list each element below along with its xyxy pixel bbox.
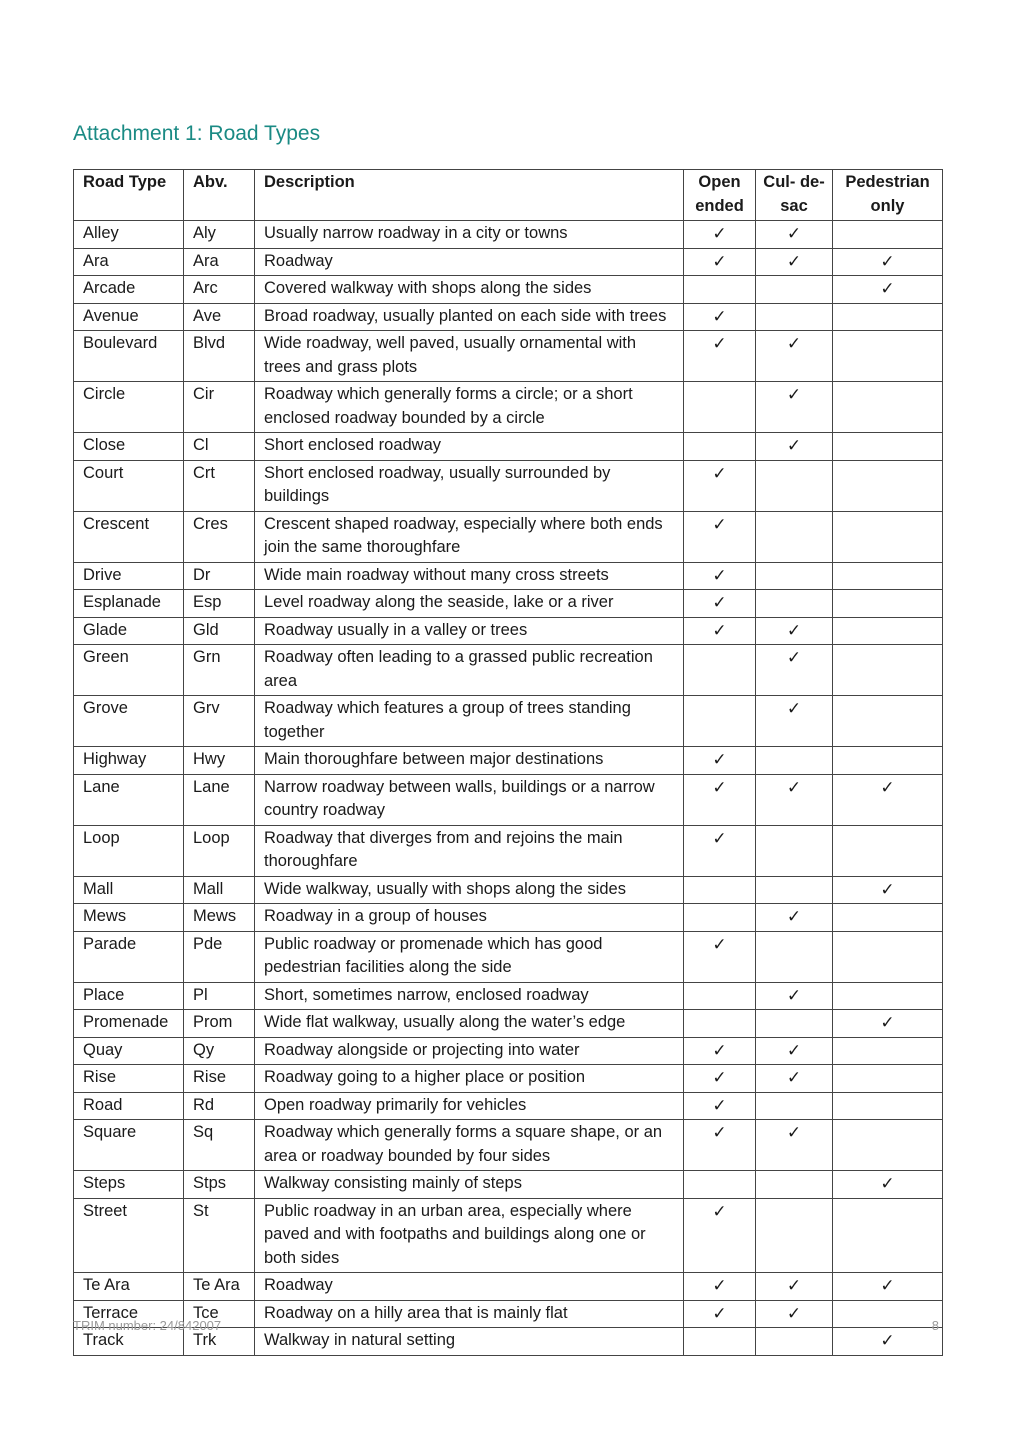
open-ended-check: ✓ bbox=[684, 825, 756, 876]
table-row bbox=[74, 248, 943, 276]
description-cell: Crescent shaped roadway, especially where both ends join the same thoroughfare bbox=[255, 511, 684, 562]
pedestrian-only-check bbox=[833, 511, 943, 562]
description-cell: Wide main roadway without many cross streets bbox=[255, 562, 684, 590]
abbreviation-cell: Trk bbox=[184, 1328, 255, 1356]
cul-de-sac-check: ✓ bbox=[756, 331, 833, 382]
open-ended-check: ✓ bbox=[684, 747, 756, 775]
open-ended-check: ✓ bbox=[684, 460, 756, 511]
pedestrian-only-check: ✓ bbox=[833, 1010, 943, 1038]
cul-de-sac-check bbox=[756, 876, 833, 904]
open-ended-check bbox=[684, 276, 756, 304]
open-ended-check bbox=[684, 382, 756, 433]
description-cell: Roadway usually in a valley or trees bbox=[255, 617, 684, 645]
abbreviation-cell: Blvd bbox=[184, 331, 255, 382]
abbreviation-cell: Ave bbox=[184, 303, 255, 331]
cul-de-sac-check bbox=[756, 825, 833, 876]
table-row bbox=[74, 562, 943, 590]
pedestrian-only-check bbox=[833, 825, 943, 876]
road-type-cell: Te Ara bbox=[74, 1273, 184, 1301]
abbreviation-cell: Dr bbox=[184, 562, 255, 590]
description-cell: Covered walkway with shops along the sides bbox=[255, 276, 684, 304]
cul-de-sac-check: ✓ bbox=[756, 904, 833, 932]
description-cell: Roadway going to a higher place or position bbox=[255, 1065, 684, 1093]
open-ended-check bbox=[684, 876, 756, 904]
description-cell: Roadway bbox=[255, 248, 684, 276]
table-row bbox=[74, 1120, 943, 1171]
open-ended-check: ✓ bbox=[684, 1198, 756, 1273]
pedestrian-only-check: ✓ bbox=[833, 1328, 943, 1356]
pedestrian-only-check bbox=[833, 904, 943, 932]
table-row bbox=[74, 876, 943, 904]
pedestrian-only-check bbox=[833, 1120, 943, 1171]
table-row bbox=[74, 221, 943, 249]
open-ended-check: ✓ bbox=[684, 511, 756, 562]
header-pedestrian-only: Pedestrian only bbox=[833, 170, 943, 221]
table-row bbox=[74, 825, 943, 876]
table-row bbox=[74, 617, 943, 645]
pedestrian-only-check bbox=[833, 1198, 943, 1273]
table-row bbox=[74, 1010, 943, 1038]
abbreviation-cell: Te Ara bbox=[184, 1273, 255, 1301]
header-road-type: Road Type bbox=[74, 170, 184, 221]
page-title: Attachment 1: Road Types bbox=[73, 122, 321, 145]
cul-de-sac-check: ✓ bbox=[756, 645, 833, 696]
abbreviation-cell: Pde bbox=[184, 931, 255, 982]
cul-de-sac-check bbox=[756, 460, 833, 511]
road-type-cell: Avenue bbox=[74, 303, 184, 331]
cul-de-sac-check: ✓ bbox=[756, 1273, 833, 1301]
pedestrian-only-check: ✓ bbox=[833, 248, 943, 276]
abbreviation-cell: Cl bbox=[184, 433, 255, 461]
abbreviation-cell: Lane bbox=[184, 774, 255, 825]
table-row bbox=[74, 460, 943, 511]
table-row bbox=[74, 590, 943, 618]
description-cell: Short enclosed roadway bbox=[255, 433, 684, 461]
table-header-row bbox=[74, 170, 943, 221]
road-type-cell: Rise bbox=[74, 1065, 184, 1093]
description-cell: Short, sometimes narrow, enclosed roadway bbox=[255, 982, 684, 1010]
table-row bbox=[74, 1171, 943, 1199]
description-cell: Roadway that diverges from and rejoins the main thoroughfare bbox=[255, 825, 684, 876]
description-cell: Wide walkway, usually with shops along the sides bbox=[255, 876, 684, 904]
road-type-cell: Place bbox=[74, 982, 184, 1010]
pedestrian-only-check: ✓ bbox=[833, 276, 943, 304]
road-type-cell: Green bbox=[74, 645, 184, 696]
description-cell: Roadway which generally forms a circle; or a short enclosed roadway bounded by a circle bbox=[255, 382, 684, 433]
road-type-cell: Mall bbox=[74, 876, 184, 904]
open-ended-check: ✓ bbox=[684, 774, 756, 825]
cul-de-sac-check: ✓ bbox=[756, 774, 833, 825]
cul-de-sac-check bbox=[756, 1171, 833, 1199]
road-type-cell: Lane bbox=[74, 774, 184, 825]
cul-de-sac-check: ✓ bbox=[756, 221, 833, 249]
cul-de-sac-check: ✓ bbox=[756, 248, 833, 276]
abbreviation-cell: Qy bbox=[184, 1037, 255, 1065]
open-ended-check: ✓ bbox=[684, 221, 756, 249]
open-ended-check bbox=[684, 696, 756, 747]
abbreviation-cell: Arc bbox=[184, 276, 255, 304]
pedestrian-only-check bbox=[833, 617, 943, 645]
description-cell: Walkway consisting mainly of steps bbox=[255, 1171, 684, 1199]
road-type-cell: Alley bbox=[74, 221, 184, 249]
abbreviation-cell: Prom bbox=[184, 1010, 255, 1038]
description-cell: Open roadway primarily for vehicles bbox=[255, 1092, 684, 1120]
open-ended-check: ✓ bbox=[684, 617, 756, 645]
abbreviation-cell: Sq bbox=[184, 1120, 255, 1171]
road-type-cell: Square bbox=[74, 1120, 184, 1171]
open-ended-check: ✓ bbox=[684, 931, 756, 982]
table-row bbox=[74, 276, 943, 304]
description-cell: Narrow roadway between walls, buildings or a narrow country roadway bbox=[255, 774, 684, 825]
table-row bbox=[74, 303, 943, 331]
road-type-cell: Crescent bbox=[74, 511, 184, 562]
road-types-table bbox=[73, 169, 943, 1356]
abbreviation-cell: Cir bbox=[184, 382, 255, 433]
road-type-cell: Terrace bbox=[74, 1300, 184, 1328]
description-cell: Main thoroughfare between major destinations bbox=[255, 747, 684, 775]
open-ended-check: ✓ bbox=[684, 562, 756, 590]
abbreviation-cell: Hwy bbox=[184, 747, 255, 775]
cul-de-sac-check: ✓ bbox=[756, 1300, 833, 1328]
description-cell: Roadway which features a group of trees standing together bbox=[255, 696, 684, 747]
description-cell: Roadway in a group of houses bbox=[255, 904, 684, 932]
table-row bbox=[74, 645, 943, 696]
table-row bbox=[74, 511, 943, 562]
cul-de-sac-check: ✓ bbox=[756, 982, 833, 1010]
abbreviation-cell: St bbox=[184, 1198, 255, 1273]
cul-de-sac-check bbox=[756, 590, 833, 618]
cul-de-sac-check bbox=[756, 276, 833, 304]
pedestrian-only-check bbox=[833, 982, 943, 1010]
road-type-cell: Esplanade bbox=[74, 590, 184, 618]
road-type-cell: Mews bbox=[74, 904, 184, 932]
cul-de-sac-check: ✓ bbox=[756, 617, 833, 645]
road-type-cell: Arcade bbox=[74, 276, 184, 304]
table-row bbox=[74, 382, 943, 433]
table-row bbox=[74, 1092, 943, 1120]
header-open-ended: Open ended bbox=[684, 170, 756, 221]
cul-de-sac-check: ✓ bbox=[756, 1120, 833, 1171]
table-row bbox=[74, 331, 943, 382]
description-cell: Level roadway along the seaside, lake or a river bbox=[255, 590, 684, 618]
road-type-cell: Parade bbox=[74, 931, 184, 982]
open-ended-check: ✓ bbox=[684, 1037, 756, 1065]
open-ended-check: ✓ bbox=[684, 1065, 756, 1093]
table-row bbox=[74, 747, 943, 775]
pedestrian-only-check bbox=[833, 433, 943, 461]
cul-de-sac-check bbox=[756, 1328, 833, 1356]
open-ended-check bbox=[684, 982, 756, 1010]
pedestrian-only-check: ✓ bbox=[833, 876, 943, 904]
road-type-cell: Street bbox=[74, 1198, 184, 1273]
road-type-cell: Highway bbox=[74, 747, 184, 775]
table-body bbox=[74, 221, 943, 1356]
road-type-cell: Court bbox=[74, 460, 184, 511]
pedestrian-only-check bbox=[833, 1065, 943, 1093]
abbreviation-cell: Mall bbox=[184, 876, 255, 904]
pedestrian-only-check: ✓ bbox=[833, 1273, 943, 1301]
open-ended-check: ✓ bbox=[684, 1120, 756, 1171]
abbreviation-cell: Loop bbox=[184, 825, 255, 876]
header-abv: Abv. bbox=[184, 170, 255, 221]
header-description: Description bbox=[255, 170, 684, 221]
open-ended-check: ✓ bbox=[684, 303, 756, 331]
abbreviation-cell: Stps bbox=[184, 1171, 255, 1199]
pedestrian-only-check bbox=[833, 382, 943, 433]
open-ended-check: ✓ bbox=[684, 331, 756, 382]
pedestrian-only-check bbox=[833, 221, 943, 249]
table-row bbox=[74, 774, 943, 825]
pedestrian-only-check bbox=[833, 1092, 943, 1120]
pedestrian-only-check bbox=[833, 1037, 943, 1065]
description-cell: Roadway which generally forms a square shape, or an area or roadway bounded by four sides bbox=[255, 1120, 684, 1171]
cul-de-sac-check bbox=[756, 931, 833, 982]
cul-de-sac-check bbox=[756, 562, 833, 590]
abbreviation-cell: Grn bbox=[184, 645, 255, 696]
road-type-cell: Quay bbox=[74, 1037, 184, 1065]
pedestrian-only-check: ✓ bbox=[833, 1171, 943, 1199]
open-ended-check bbox=[684, 645, 756, 696]
pedestrian-only-check bbox=[833, 331, 943, 382]
header-cul-de-sac: Cul- de-sac bbox=[756, 170, 833, 221]
road-type-cell: Drive bbox=[74, 562, 184, 590]
pedestrian-only-check bbox=[833, 590, 943, 618]
open-ended-check: ✓ bbox=[684, 1300, 756, 1328]
cul-de-sac-check: ✓ bbox=[756, 1065, 833, 1093]
pedestrian-only-check bbox=[833, 460, 943, 511]
open-ended-check: ✓ bbox=[684, 1273, 756, 1301]
description-cell: Public roadway or promenade which has good pedestrian facilities along the side bbox=[255, 931, 684, 982]
abbreviation-cell: Rise bbox=[184, 1065, 255, 1093]
road-type-cell: Glade bbox=[74, 617, 184, 645]
cul-de-sac-check bbox=[756, 747, 833, 775]
description-cell: Wide flat walkway, usually along the water’s edge bbox=[255, 1010, 684, 1038]
table-row bbox=[74, 433, 943, 461]
abbreviation-cell: Esp bbox=[184, 590, 255, 618]
abbreviation-cell: Cres bbox=[184, 511, 255, 562]
table-row bbox=[74, 696, 943, 747]
trim-number: TRIM number: 24/842007 bbox=[73, 1318, 222, 1333]
table-row bbox=[74, 931, 943, 982]
road-type-cell: Steps bbox=[74, 1171, 184, 1199]
cul-de-sac-check bbox=[756, 1198, 833, 1273]
pedestrian-only-check bbox=[833, 747, 943, 775]
table-row bbox=[74, 1065, 943, 1093]
description-cell: Roadway on a hilly area that is mainly flat bbox=[255, 1300, 684, 1328]
abbreviation-cell: Pl bbox=[184, 982, 255, 1010]
open-ended-check bbox=[684, 1328, 756, 1356]
description-cell: Roadway alongside or projecting into water bbox=[255, 1037, 684, 1065]
pedestrian-only-check bbox=[833, 562, 943, 590]
cul-de-sac-check: ✓ bbox=[756, 382, 833, 433]
road-type-cell: Promenade bbox=[74, 1010, 184, 1038]
description-cell: Walkway in natural setting bbox=[255, 1328, 684, 1356]
pedestrian-only-check bbox=[833, 303, 943, 331]
table-row bbox=[74, 1198, 943, 1273]
road-type-cell: Ara bbox=[74, 248, 184, 276]
road-type-cell: Close bbox=[74, 433, 184, 461]
open-ended-check bbox=[684, 1171, 756, 1199]
table-row bbox=[74, 904, 943, 932]
abbreviation-cell: Crt bbox=[184, 460, 255, 511]
road-type-cell: Circle bbox=[74, 382, 184, 433]
cul-de-sac-check: ✓ bbox=[756, 1037, 833, 1065]
cul-de-sac-check bbox=[756, 1010, 833, 1038]
road-type-cell: Road bbox=[74, 1092, 184, 1120]
description-cell: Usually narrow roadway in a city or towns bbox=[255, 221, 684, 249]
table-row bbox=[74, 1037, 943, 1065]
abbreviation-cell: Mews bbox=[184, 904, 255, 932]
open-ended-check: ✓ bbox=[684, 590, 756, 618]
abbreviation-cell: Grv bbox=[184, 696, 255, 747]
open-ended-check bbox=[684, 433, 756, 461]
cul-de-sac-check bbox=[756, 303, 833, 331]
road-type-cell: Grove bbox=[74, 696, 184, 747]
pedestrian-only-check bbox=[833, 931, 943, 982]
abbreviation-cell: Rd bbox=[184, 1092, 255, 1120]
road-type-cell: Loop bbox=[74, 825, 184, 876]
abbreviation-cell: Aly bbox=[184, 221, 255, 249]
open-ended-check: ✓ bbox=[684, 1092, 756, 1120]
pedestrian-only-check bbox=[833, 696, 943, 747]
cul-de-sac-check bbox=[756, 511, 833, 562]
pedestrian-only-check bbox=[833, 1300, 943, 1328]
description-cell: Public roadway in an urban area, especially where paved and with footpaths and buildings along one or both sides bbox=[255, 1198, 684, 1273]
open-ended-check bbox=[684, 1010, 756, 1038]
open-ended-check: ✓ bbox=[684, 248, 756, 276]
cul-de-sac-check: ✓ bbox=[756, 433, 833, 461]
table-row bbox=[74, 1273, 943, 1301]
abbreviation-cell: Tce bbox=[184, 1300, 255, 1328]
page-number: 8 bbox=[931, 1318, 939, 1333]
abbreviation-cell: Gld bbox=[184, 617, 255, 645]
open-ended-check bbox=[684, 904, 756, 932]
road-type-cell: Boulevard bbox=[74, 331, 184, 382]
description-cell: Wide roadway, well paved, usually ornamental with trees and grass plots bbox=[255, 331, 684, 382]
description-cell: Roadway often leading to a grassed public recreation area bbox=[255, 645, 684, 696]
description-cell: Broad roadway, usually planted on each side with trees bbox=[255, 303, 684, 331]
table-row bbox=[74, 982, 943, 1010]
road-type-cell: Track bbox=[74, 1328, 184, 1356]
pedestrian-only-check: ✓ bbox=[833, 774, 943, 825]
cul-de-sac-check: ✓ bbox=[756, 696, 833, 747]
description-cell: Short enclosed roadway, usually surrounded by buildings bbox=[255, 460, 684, 511]
description-cell: Roadway bbox=[255, 1273, 684, 1301]
pedestrian-only-check bbox=[833, 645, 943, 696]
abbreviation-cell: Ara bbox=[184, 248, 255, 276]
cul-de-sac-check bbox=[756, 1092, 833, 1120]
